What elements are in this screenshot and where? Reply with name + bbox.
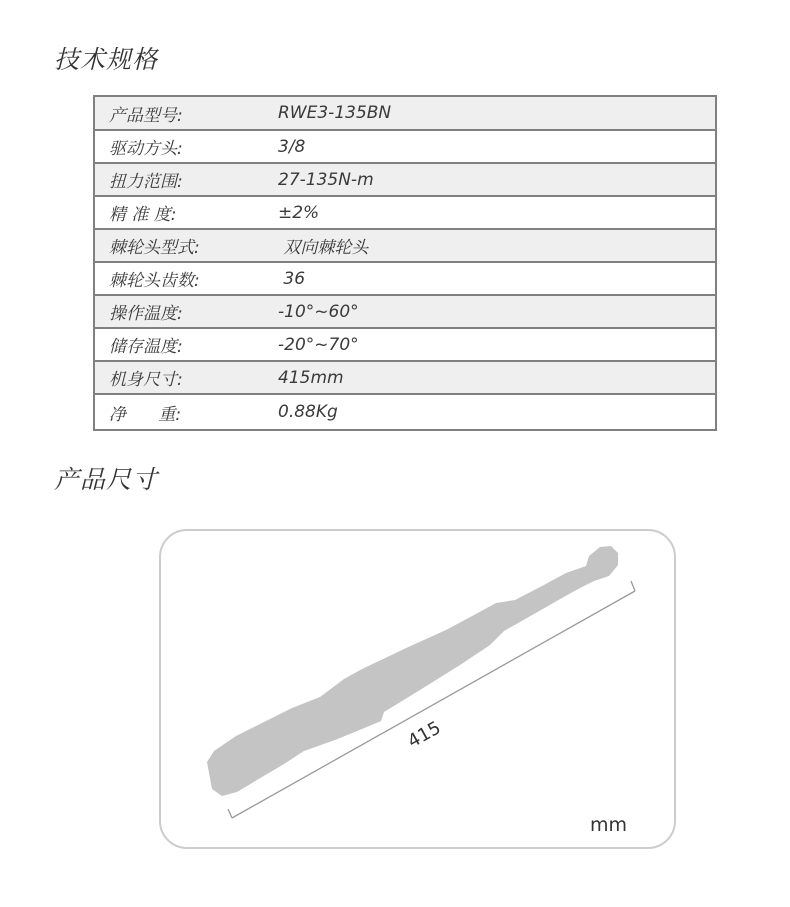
spec-label: 产品型号: <box>109 105 183 126</box>
spec-label: 驱动方头: <box>109 139 183 159</box>
spec-value: 0.88Kg <box>278 402 338 422</box>
spec-label: 储存温度: <box>109 337 183 357</box>
spec-value: 415mm <box>278 367 344 388</box>
spec-value: 双向棘轮头 <box>278 238 369 258</box>
spec-value: 27-135N-m <box>278 169 374 190</box>
spec-label: 操作温度: <box>109 304 183 324</box>
spec-value: 36 <box>278 268 306 289</box>
dimension-unit-label: mm <box>590 814 628 836</box>
spec-label: 精 准 度: <box>109 205 177 225</box>
dimensions-section-title: 产品尺寸 <box>54 465 159 494</box>
spec-label: 棘轮头齿数: <box>109 271 200 291</box>
spec-value: ±2% <box>278 202 320 223</box>
spec-label: 机身尺寸: <box>109 370 183 390</box>
spec-label: 扭力范围: <box>109 172 183 192</box>
spec-label: 净 重: <box>109 404 182 425</box>
spec-label: 棘轮头型式: <box>109 238 200 258</box>
dimension-length-label: 415 <box>404 717 445 753</box>
spec-value: -10°~60° <box>278 301 359 322</box>
torque-wrench-silhouette <box>207 546 618 796</box>
spec-value: RWE3-135BN <box>278 103 392 123</box>
spec-value: 3/8 <box>278 136 306 157</box>
dimension-line <box>228 581 635 818</box>
spec-value: -20°~70° <box>278 334 359 355</box>
specs-section-title: 技术规格 <box>54 45 159 74</box>
